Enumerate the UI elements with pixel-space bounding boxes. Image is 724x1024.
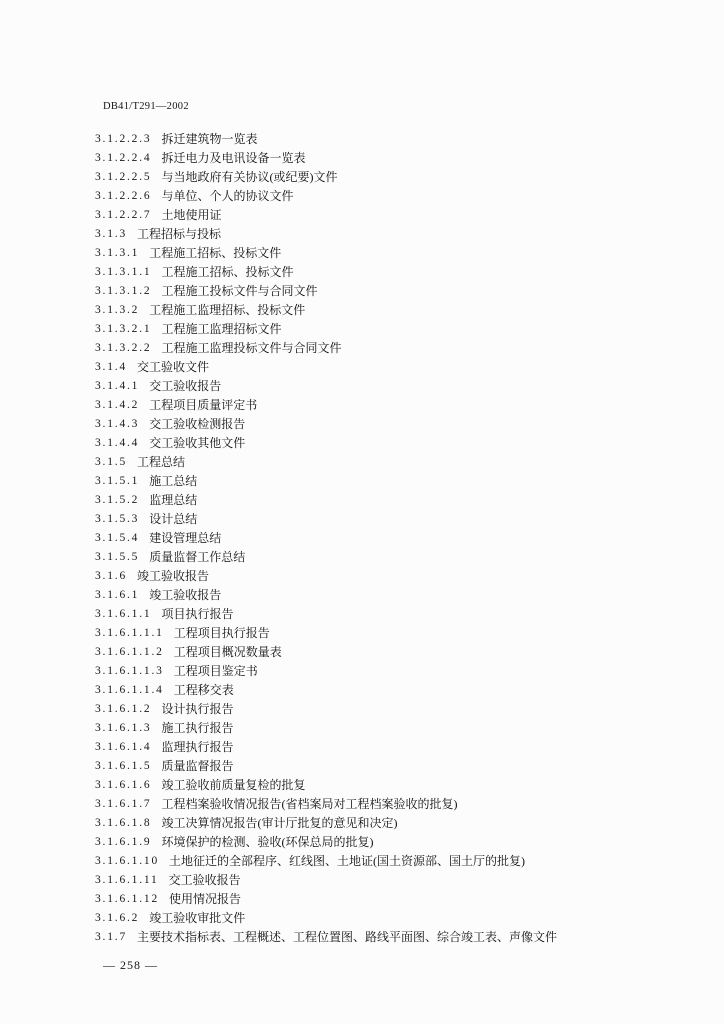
section-number: 3.1.5.3 (95, 513, 140, 525)
list-item (95, 206, 705, 225)
section-number: 3.1.6.1.2 (95, 703, 152, 715)
section-number: 3.1.2.2.6 (95, 190, 152, 202)
section-number: 3.1.6.1.9 (95, 836, 152, 848)
list-item (95, 719, 705, 738)
list-item (95, 339, 705, 358)
section-title: 拆迁建筑物一览表 (161, 132, 258, 146)
list-item (95, 548, 705, 567)
list-item (95, 757, 705, 776)
section-title: 工程项目执行报告 (173, 626, 270, 640)
section-title: 与当地政府有关协议(或纪要)文件 (161, 170, 338, 184)
list-item (95, 529, 705, 548)
list-item (95, 282, 705, 301)
list-item (95, 567, 705, 586)
list-item (95, 434, 705, 453)
list-item (95, 700, 705, 719)
section-number: 3.1.6.1.1 (95, 608, 152, 620)
list-item (95, 301, 705, 320)
section-number: 3.1.6.1.1.2 (95, 646, 164, 658)
section-title: 监理执行报告 (161, 740, 234, 754)
list-item (95, 225, 705, 244)
section-title: 工程招标与投标 (137, 227, 222, 241)
section-title: 工程项目鉴定书 (173, 664, 258, 678)
list-item (95, 890, 705, 909)
section-number: 3.1.5.2 (95, 494, 140, 506)
section-number: 3.1.5.1 (95, 475, 140, 487)
list-item (95, 396, 705, 415)
section-number: 3.1.4.4 (95, 437, 140, 449)
list-item (95, 738, 705, 757)
section-title: 竣工验收报告 (149, 588, 222, 602)
list-item (95, 472, 705, 491)
section-number: 3.1.5.5 (95, 551, 140, 563)
section-number: 3.1.6.1.4 (95, 741, 152, 753)
section-number: 3.1.2.2.4 (95, 152, 152, 164)
section-title: 竣工验收审批文件 (149, 911, 246, 925)
section-number: 3.1.7 (95, 931, 127, 943)
list-item (95, 168, 705, 187)
list-item (95, 662, 705, 681)
list-item (95, 643, 705, 662)
section-number: 3.1.6.1.1.1 (95, 627, 164, 639)
section-number: 3.1.6.1.10 (95, 855, 159, 867)
list-item (95, 928, 705, 947)
section-number: 3.1.3.2.1 (95, 323, 152, 335)
list-item (95, 187, 705, 206)
list-item (95, 909, 705, 928)
section-title: 使用情况报告 (169, 892, 242, 906)
section-number: 3.1.4.3 (95, 418, 140, 430)
section-title: 竣工验收前质量复检的批复 (161, 778, 306, 792)
list-item (95, 814, 705, 833)
contents-list (95, 130, 705, 947)
section-number: 3.1.3.1.2 (95, 285, 152, 297)
section-number: 3.1.3.1.1 (95, 266, 152, 278)
section-title: 工程总结 (137, 455, 186, 469)
list-item (95, 244, 705, 263)
list-item (95, 491, 705, 510)
section-number: 3.1.6.1.12 (95, 893, 159, 905)
section-title: 工程施工监理投标文件与合同文件 (161, 341, 342, 355)
section-title: 拆迁电力及电讯设备一览表 (161, 151, 306, 165)
section-number: 3.1.6.1.1.4 (95, 684, 164, 696)
list-item (95, 681, 705, 700)
section-number: 3.1.6.1.11 (95, 874, 159, 886)
section-title: 工程施工招标、投标文件 (149, 246, 282, 260)
section-title: 监理总结 (149, 493, 198, 507)
list-item (95, 795, 705, 814)
section-title: 质量监督工作总结 (149, 550, 246, 564)
section-number: 3.1.2.2.3 (95, 133, 152, 145)
section-title: 质量监督报告 (161, 759, 234, 773)
section-number: 3.1.6.1.8 (95, 817, 152, 829)
list-item (95, 320, 705, 339)
section-number: 3.1.6.1.6 (95, 779, 152, 791)
section-title: 施工总结 (149, 474, 198, 488)
section-title: 建设管理总结 (149, 531, 222, 545)
list-item (95, 871, 705, 890)
section-number: 3.1.5.4 (95, 532, 140, 544)
section-number: 3.1.3.2.2 (95, 342, 152, 354)
list-item (95, 833, 705, 852)
section-title: 土地征迁的全部程序、红线图、土地证(国土资源部、国土厅的批复) (169, 854, 525, 868)
section-number: 3.1.3.1 (95, 247, 140, 259)
list-item (95, 453, 705, 472)
section-number: 3.1.6.1.1.3 (95, 665, 164, 677)
list-item (95, 510, 705, 529)
section-title: 与单位、个人的协议文件 (161, 189, 294, 203)
section-title: 工程施工投标文件与合同文件 (161, 284, 318, 298)
section-title: 工程施工招标、投标文件 (161, 265, 294, 279)
section-number: 3.1.6.1 (95, 589, 140, 601)
section-title: 设计执行报告 (161, 702, 234, 716)
section-title: 土地使用证 (161, 208, 222, 222)
list-item (95, 149, 705, 168)
section-title: 交工验收其他文件 (149, 436, 246, 450)
list-item (95, 586, 705, 605)
list-item (95, 130, 705, 149)
section-title: 工程项目质量评定书 (149, 398, 258, 412)
section-number: 3.1.6.1.3 (95, 722, 152, 734)
section-number: 3.1.6.2 (95, 912, 140, 924)
standard-code-header: DB41/T291—2002 (103, 101, 189, 112)
section-title: 工程施工监理招标、投标文件 (149, 303, 306, 317)
section-title: 工程施工监理招标文件 (161, 322, 282, 336)
section-title: 主要技术指标表、工程概述、工程位置图、路线平面图、综合竣工表、声像文件 (137, 930, 558, 944)
section-number: 3.1.4.2 (95, 399, 140, 411)
section-number: 3.1.5 (95, 456, 127, 468)
list-item (95, 624, 705, 643)
section-title: 交工验收报告 (168, 873, 241, 887)
section-number: 3.1.6.1.7 (95, 798, 152, 810)
section-number: 3.1.4 (95, 361, 127, 373)
list-item (95, 776, 705, 795)
list-item (95, 263, 705, 282)
section-number: 3.1.6.1.5 (95, 760, 152, 772)
section-title: 工程档案验收情况报告(省档案局对工程档案验收的批复) (161, 797, 458, 811)
section-title: 设计总结 (149, 512, 198, 526)
section-number: 3.1.4.1 (95, 380, 140, 392)
section-number: 3.1.2.2.7 (95, 209, 152, 221)
section-number: 3.1.6 (95, 570, 127, 582)
section-title: 施工执行报告 (161, 721, 234, 735)
section-title: 交工验收报告 (149, 379, 222, 393)
section-title: 交工验收文件 (137, 360, 210, 374)
section-number: 3.1.2.2.5 (95, 171, 152, 183)
page-number: — 258 — (103, 958, 158, 972)
section-number: 3.1.3.2 (95, 304, 140, 316)
section-title: 交工验收检测报告 (149, 417, 246, 431)
section-title: 竣工验收报告 (137, 569, 210, 583)
list-item (95, 358, 705, 377)
list-item (95, 605, 705, 624)
section-number: 3.1.3 (95, 228, 127, 240)
section-title: 工程移交表 (173, 683, 234, 697)
section-title: 环境保护的检测、验收(环保总局的批复) (161, 835, 374, 849)
section-title: 项目执行报告 (161, 607, 234, 621)
list-item (95, 852, 705, 871)
section-title: 竣工决算情况报告(审计厅批复的意见和决定) (161, 816, 398, 830)
section-title: 工程项目概况数量表 (173, 645, 282, 659)
list-item (95, 377, 705, 396)
list-item (95, 415, 705, 434)
